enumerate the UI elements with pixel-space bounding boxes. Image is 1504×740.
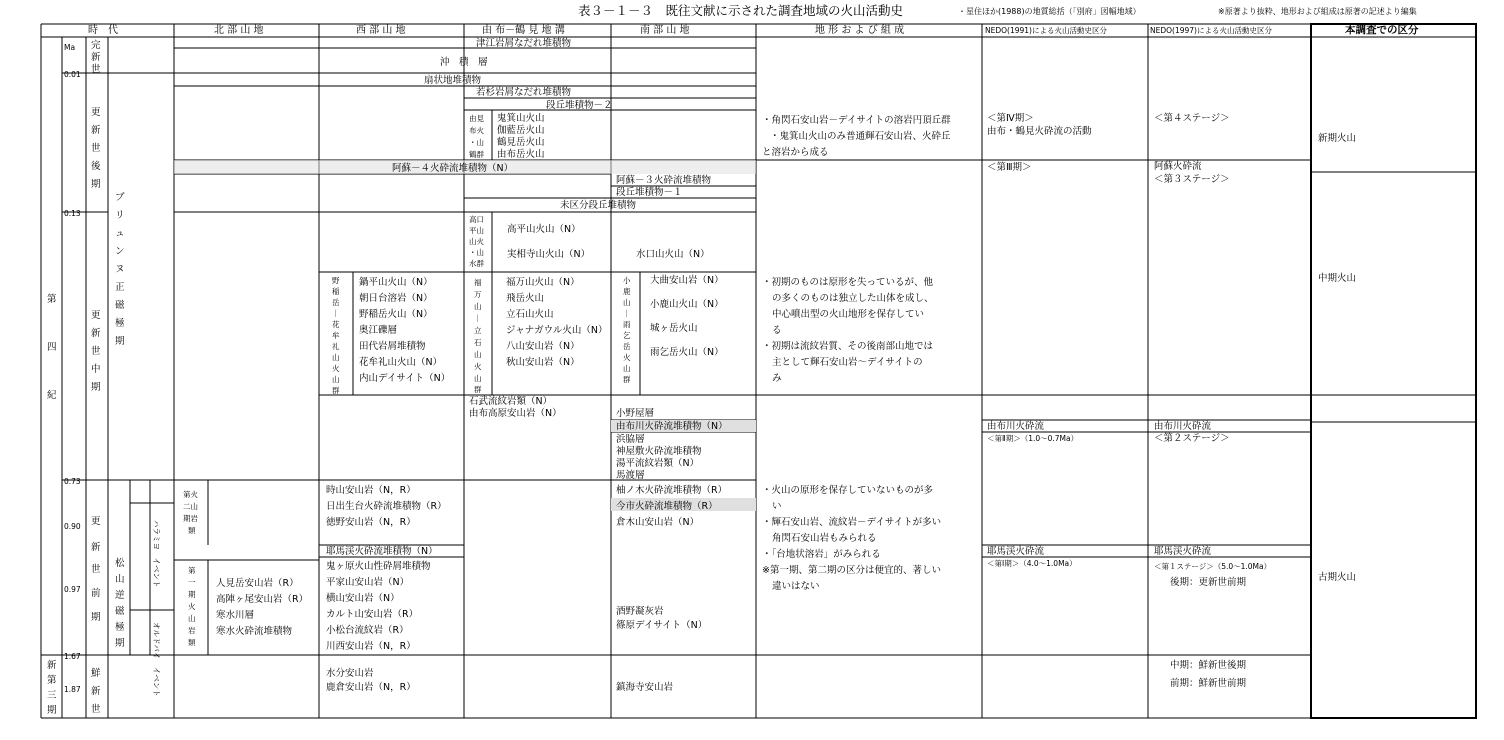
tick-1: 0.13 (64, 209, 81, 218)
jaramillo-event: ハラミヨ イベント (152, 520, 161, 588)
hdr-this-study: 本調査での区分 (1345, 24, 1419, 36)
seibu-group-label (332, 276, 340, 395)
svg-text:み: み (772, 373, 782, 384)
svg-text:川西安山岩（N，R）: 川西安山岩（N，R） (326, 641, 416, 652)
svg-text:山: 山 (332, 353, 340, 362)
yufu-group3-label (474, 278, 482, 394)
epoch-late-pleistocene (91, 107, 101, 190)
svg-text:第: 第 (47, 675, 57, 686)
svg-text:山: 山 (188, 614, 196, 623)
svg-text:立石山火山: 立石山火山 (506, 309, 554, 320)
svg-text:新: 新 (47, 660, 57, 671)
svg-text:主として輝石安山岩～デイサイトの: 主として輝石安山岩～デイサイトの (772, 357, 923, 368)
svg-text:内山デイサイト（N）: 内山デイサイト（N） (359, 373, 451, 384)
hdr-nanbu: 南 部 山 地 (640, 25, 690, 36)
svg-text:山: 山 (332, 375, 340, 384)
nedo1991-yufugawa: 由布川火砕流 (987, 421, 1045, 432)
svg-text:世: 世 (91, 704, 101, 715)
nanbu-group-label (623, 275, 631, 384)
svg-text:秋山安山岩（N）: 秋山安山岩（N） (506, 357, 580, 368)
svg-text:鶴見岳火山: 鶴見岳火山 (497, 137, 545, 148)
hdr-seibu: 西 部 山 地 (356, 25, 406, 36)
svg-text:今市火砕流堆積物（R）: 今市火砕流堆積物（R） (616, 501, 718, 512)
tick-6: 1.87 (64, 685, 81, 694)
hdr-era: 時 代 (88, 25, 118, 36)
svg-text:朝日台溶岩（N）: 朝日台溶岩（N） (359, 293, 433, 304)
svg-text:小松台流紋岩（R）: 小松台流紋岩（R） (326, 625, 409, 636)
svg-text:万: 万 (474, 290, 482, 299)
nanbu-lower2 (616, 484, 727, 528)
svg-text:乞: 乞 (623, 331, 631, 340)
hdr-nedo1997: NEDO(1997)による火山活動史区分 (1150, 26, 1272, 35)
nedo1997-stage1-late: 後期：更新世前期 (1170, 577, 1247, 588)
chikei-late (762, 114, 951, 158)
svg-text:極: 極 (115, 622, 125, 633)
svg-text:高口: 高口 (469, 215, 484, 224)
svg-text:世: 世 (91, 64, 101, 75)
svg-text:山: 山 (115, 574, 125, 585)
note-edit: ※原著より抜粋、地形および組成は原著の記述より編集 (1218, 7, 1417, 16)
nanbu-lower3 (616, 605, 707, 631)
svg-text:更: 更 (91, 516, 101, 527)
svg-text:前: 前 (91, 588, 101, 599)
svg-text:後: 後 (91, 161, 101, 172)
svg-text:野稲岳火山（N）: 野稲岳火山（N） (359, 309, 433, 320)
svg-text:磁: 磁 (115, 300, 125, 311)
nedo1991-phase4-desc: 由布・鶴見火砕流の活動 (987, 126, 1092, 137)
svg-text:群: 群 (623, 375, 631, 384)
nedo1991-phase3: ＜第Ⅲ期＞ (987, 162, 1032, 173)
epoch-neogene (47, 659, 57, 716)
svg-text:世: 世 (91, 564, 101, 575)
epoch-holocene (91, 39, 101, 75)
nedo1997-stage1-early: 前期：鮮新世前期 (1170, 678, 1247, 689)
tick-4: 0.97 (64, 585, 81, 594)
tick-0: 0.01 (64, 70, 81, 79)
svg-text:・「台地状溶岩」がみられる: ・「台地状溶岩」がみられる (762, 549, 881, 560)
ishitake-rhyolite: 石武流紋岩類（N） (469, 396, 553, 407)
svg-text:山: 山 (474, 302, 482, 311)
onoya-formation: 小野屋層 (616, 408, 655, 419)
svg-text:福: 福 (474, 278, 482, 287)
aso-4-flow: 阿蘇－４火砕流堆積物（N） (392, 163, 514, 174)
epoch-matuyama (115, 557, 125, 649)
svg-text:高平山火山（N）: 高平山火山（N） (507, 224, 581, 235)
svg-text:・初期は流紋岩質、その後南部山地では: ・初期は流紋岩質、その後南部山地では (762, 341, 934, 352)
fan-deposits: 扇状地堆積物 (424, 75, 482, 86)
svg-text:山: 山 (474, 350, 482, 359)
this-study-old: 古期火山 (1318, 572, 1357, 583)
grid-lines (41, 24, 1476, 718)
svg-text:・山: ・山 (469, 138, 484, 147)
svg-text:鹿倉安山岩（N，R）: 鹿倉安山岩（N，R） (326, 682, 416, 693)
svg-text:※第一期、第二期の区分は便宜的、著しい: ※第一期、第二期の区分は便宜的、著しい (762, 565, 941, 576)
svg-text:期: 期 (188, 590, 196, 599)
svg-text:三: 三 (47, 690, 57, 701)
svg-text:岳: 岳 (623, 342, 631, 351)
svg-text:柚ノ木火砕流堆積物（R）: 柚ノ木火砕流堆積物（R） (616, 485, 728, 496)
undivided-terrace: 未区分段丘堆積物 (560, 200, 637, 211)
nedo1991-phase1: ＜第Ⅰ期＞（4.0～1.0Ma） (987, 559, 1077, 568)
seibu-lower3 (326, 667, 416, 693)
svg-text:水分安山岩: 水分安山岩 (326, 668, 374, 679)
nedo1997-stage2: ＜第２ステージ＞ (1154, 433, 1230, 444)
svg-text:更: 更 (91, 310, 101, 321)
chinkaiji-andesite: 鎮海寺安山岩 (616, 682, 674, 693)
svg-text:・角閃石安山岩－デイサイトの溶岩円頂丘群: ・角閃石安山岩－デイサイトの溶岩円頂丘群 (762, 115, 951, 126)
svg-text:火: 火 (188, 602, 196, 611)
svg-text:類: 類 (188, 526, 196, 535)
svg-text:馬渡層: 馬渡層 (616, 470, 645, 481)
svg-text:岩: 岩 (188, 626, 196, 635)
svg-text:鍋平山火山（N）: 鍋平山火山（N） (359, 277, 433, 288)
svg-text:正: 正 (115, 282, 125, 293)
svg-text:山火: 山火 (469, 237, 484, 246)
hdr-yufu: 由 布－鶴 見 地 溝 (482, 25, 565, 36)
svg-text:伽藍岳火山: 伽藍岳火山 (497, 125, 545, 136)
svg-text:ュ: ュ (115, 228, 125, 239)
svg-text:ヌ: ヌ (115, 264, 125, 275)
svg-text:と溶岩から成る: と溶岩から成る (762, 147, 829, 158)
seibu-group-items (359, 276, 450, 384)
svg-text:紀: 紀 (47, 390, 57, 401)
svg-text:中心噴出型の火山地形を保存してい: 中心噴出型の火山地形を保存してい (772, 309, 925, 320)
svg-text:湯平流紋岩類（N）: 湯平流紋岩類（N） (616, 458, 700, 469)
yufukogen-andesite: 由布高原安山岩（N） (469, 408, 562, 419)
svg-text:新: 新 (91, 125, 101, 136)
hokubu-group1-label (183, 489, 198, 535)
svg-text:石: 石 (474, 338, 482, 347)
svg-text:極: 極 (115, 318, 125, 329)
yufu-group3-items (506, 276, 607, 368)
epoch-quaternary (47, 293, 57, 401)
this-study-new: 新期火山 (1318, 133, 1357, 144)
svg-text:牟: 牟 (332, 331, 340, 340)
nedo1997-yabakei: 耶馬渓火砕流 (1154, 546, 1212, 557)
svg-text:寒水火砕流堆積物: 寒水火砕流堆積物 (216, 626, 293, 637)
svg-text:鬼箕山火山: 鬼箕山火山 (497, 113, 545, 124)
svg-text:群: 群 (474, 385, 482, 394)
epoch-middle-pleistocene (91, 310, 101, 393)
svg-text:田代岩屑堆積物: 田代岩屑堆積物 (359, 341, 426, 352)
epoch-pliocene (91, 667, 101, 715)
svg-text:日出生台火砕流堆積物（R）: 日出生台火砕流堆積物（R） (326, 501, 447, 512)
svg-text:・山: ・山 (469, 248, 484, 257)
svg-text:鬼ヶ原火山性砕屑堆積物: 鬼ヶ原火山性砕屑堆積物 (326, 561, 431, 572)
svg-text:火: 火 (474, 362, 482, 371)
svg-text:篠原デイサイト（N）: 篠原デイサイト（N） (616, 620, 708, 631)
svg-text:神屋敷火砕流堆積物: 神屋敷火砕流堆積物 (616, 446, 702, 457)
svg-text:小: 小 (623, 276, 631, 285)
svg-text:ブ: ブ (115, 192, 125, 203)
svg-text:山: 山 (474, 374, 482, 383)
svg-text:ン: ン (115, 246, 125, 257)
svg-text:火: 火 (623, 353, 631, 362)
svg-text:高陣ヶ尾安山岩（R）: 高陣ヶ尾安山岩（R） (216, 594, 309, 605)
svg-text:第: 第 (188, 566, 196, 575)
nedo1991-phase4: ＜第Ⅳ期＞ (987, 113, 1034, 124)
svg-text:鮮: 鮮 (91, 668, 101, 679)
svg-text:野: 野 (332, 276, 340, 285)
svg-text:水群: 水群 (469, 259, 484, 268)
svg-text:違いはない: 違いはない (772, 581, 820, 592)
svg-text:山: 山 (623, 298, 631, 307)
svg-text:立: 立 (474, 326, 482, 335)
yufu-group1-items (497, 112, 545, 160)
seibu-lower2 (326, 560, 431, 652)
note-source: ・星住ほか(1988)の地質総括（「別府」図幅地域） (958, 7, 1141, 16)
tick-3: 0.90 (64, 522, 81, 531)
nedo1997-stage4: ＜第４ステージ＞ (1154, 113, 1230, 124)
wakasugi-debris: 若杉岩屑なだれ堆積物 (476, 87, 572, 98)
svg-text:新: 新 (91, 328, 101, 339)
olduvai-event: オルドバイ イベント (152, 622, 161, 697)
tick-5: 1.67 (64, 652, 81, 661)
hdr-hokubu: 北 部 山 地 (214, 25, 264, 36)
svg-text:小鹿山火山（N）: 小鹿山火山（N） (650, 299, 724, 310)
svg-text:｜: ｜ (332, 309, 340, 318)
nanbu-group-items (650, 274, 724, 358)
svg-text:新: 新 (91, 52, 101, 63)
nedo1997-yufugawa: 由布川火砕流 (1154, 421, 1212, 432)
svg-text:山: 山 (623, 364, 631, 373)
svg-text:浜脇層: 浜脇層 (616, 434, 645, 445)
hokubu-group2-items (216, 577, 308, 637)
svg-text:実相寺山火山（N）: 実相寺山火山（N） (507, 249, 591, 260)
svg-text:期: 期 (115, 638, 125, 649)
svg-text:徳野安山岩（N，R）: 徳野安山岩（N，R） (326, 517, 416, 528)
epoch-brunhes (115, 192, 125, 347)
svg-text:福万山火山（N）: 福万山火山（N） (506, 277, 580, 288)
nedo1997-stage1: ＜第１ステージ＞（5.0～1.0Ma） (1154, 562, 1272, 571)
svg-text:｜: ｜ (474, 314, 482, 323)
svg-text:・輝石安山岩、流紋岩－デイサイトが多い: ・輝石安山岩、流紋岩－デイサイトが多い (762, 517, 942, 528)
svg-text:四: 四 (47, 342, 57, 353)
svg-text:完: 完 (91, 40, 101, 51)
seibu-lower1 (326, 484, 447, 528)
terrace-1: 段丘堆積物－１ (616, 187, 683, 198)
tick-2: 0.73 (64, 477, 81, 486)
svg-text:｜: ｜ (623, 309, 631, 318)
svg-text:二山: 二山 (183, 502, 198, 511)
svg-text:更: 更 (91, 107, 101, 118)
svg-text:平家山安山岩（N）: 平家山安山岩（N） (326, 577, 410, 588)
svg-text:カルト山安山岩（R）: カルト山安山岩（R） (326, 609, 419, 620)
yufu-group2-items (507, 223, 710, 260)
this-study-middle: 中期火山 (1318, 273, 1357, 284)
svg-text:期: 期 (91, 382, 101, 393)
svg-text:鹿: 鹿 (623, 287, 631, 296)
svg-text:火: 火 (332, 364, 340, 373)
hokubu-group2-label (188, 565, 196, 647)
nedo1997-stage3: ＜第３ステージ＞ (1154, 174, 1230, 185)
svg-text:の多くのものは独立した山体を成し、: の多くのものは独立した山体を成し、 (772, 293, 934, 304)
svg-text:横山安山岩（N）: 横山安山岩（N） (326, 593, 400, 604)
svg-text:礼: 礼 (332, 342, 340, 351)
svg-text:雨: 雨 (623, 320, 631, 329)
svg-text:平山: 平山 (469, 226, 484, 235)
svg-text:酒野凝灰岩: 酒野凝灰岩 (616, 606, 664, 617)
svg-text:期: 期 (91, 179, 101, 190)
svg-text:鶴群: 鶴群 (469, 150, 484, 159)
svg-text:角閃石安山岩もみられる: 角閃石安山岩もみられる (772, 533, 877, 544)
svg-text:寒水川層: 寒水川層 (216, 610, 255, 621)
terrace-2: 段丘堆積物－２ (546, 100, 613, 111)
svg-text:逆: 逆 (115, 590, 125, 601)
yabakei-flow: 耶馬渓火砕流堆積物（N） (326, 546, 438, 557)
svg-text:時山安山岩（N，R）: 時山安山岩（N，R） (326, 485, 416, 496)
svg-text:・火山の原形を保存していないものが多: ・火山の原形を保存していないものが多 (762, 485, 934, 496)
aso-3-flow: 阿蘇－３火砕流堆積物 (616, 175, 712, 186)
hdr-nedo1991: NEDO(1991)による火山活動史区分 (985, 26, 1107, 35)
yufu-group2-label (469, 214, 484, 268)
svg-text:布火: 布火 (469, 126, 484, 135)
svg-text:新: 新 (91, 542, 101, 553)
svg-text:奥江礫層: 奥江礫層 (359, 325, 398, 336)
svg-text:リ: リ (115, 210, 125, 221)
tsue-debris: 津江岩屑なだれ堆積物 (476, 38, 572, 49)
svg-text:倉木山安山岩（N）: 倉木山安山岩（N） (616, 517, 700, 528)
svg-text:い: い (772, 501, 782, 512)
svg-text:第火: 第火 (183, 490, 198, 499)
hdr-chikei: 地 形 お よ び 組 成 (815, 25, 905, 36)
chikei-early (762, 484, 941, 592)
svg-text:世: 世 (91, 346, 101, 357)
table-title: 表３－１－３ 既往文献に示された調査地域の火山活動史 (578, 3, 904, 18)
svg-text:期: 期 (91, 612, 101, 623)
svg-text:ジャナガウル火山（N）: ジャナガウル火山（N） (506, 325, 608, 336)
svg-text:城ヶ岳火山: 城ヶ岳火山 (650, 323, 698, 334)
svg-text:類: 類 (188, 638, 196, 647)
yufu-group1-label (469, 113, 484, 159)
svg-text:大曲安山岩（N）: 大曲安山岩（N） (650, 275, 724, 286)
nedo1997-stage1-mid: 中期：鮮新世後期 (1170, 660, 1247, 671)
chikei-middle (762, 276, 934, 384)
svg-text:雨乞岳火山（N）: 雨乞岳火山（N） (650, 347, 724, 358)
svg-text:・鬼箕山火山のみ普通輝石安山岩、火砕丘: ・鬼箕山火山のみ普通輝石安山岩、火砕丘 (770, 131, 951, 142)
svg-text:期: 期 (115, 336, 125, 347)
svg-text:花: 花 (332, 320, 340, 329)
nedo1991-yabakei: 耶馬渓火砕流 (987, 546, 1045, 557)
svg-text:世: 世 (91, 143, 101, 154)
svg-text:・初期のものは原形を失っているが、他: ・初期のものは原形を失っているが、他 (762, 277, 934, 288)
svg-text:岳: 岳 (332, 298, 340, 307)
yufugawa-flow: 由布川火砕流堆積物（N） (616, 421, 728, 432)
svg-text:花牟礼山火山（N）: 花牟礼山火山（N） (359, 357, 443, 368)
svg-text:由布岳火山: 由布岳火山 (497, 149, 545, 160)
epoch-early-pleistocene (91, 516, 101, 623)
svg-text:磁: 磁 (115, 606, 125, 617)
axis-unit: Ma (64, 43, 76, 52)
svg-text:由見: 由見 (469, 114, 484, 123)
svg-text:松: 松 (115, 558, 125, 569)
svg-text:期岩: 期岩 (183, 514, 198, 523)
svg-text:第: 第 (47, 294, 57, 305)
svg-text:る: る (772, 325, 782, 336)
svg-text:中: 中 (91, 364, 101, 375)
alluvium: 沖 積 層 (440, 57, 488, 68)
svg-text:飛岳火山: 飛岳火山 (506, 293, 545, 304)
svg-text:一: 一 (188, 578, 196, 587)
svg-text:八山安山岩（N）: 八山安山岩（N） (506, 341, 580, 352)
svg-text:人見岳安山岩（R）: 人見岳安山岩（R） (216, 578, 299, 589)
nanbu-lower (616, 433, 702, 481)
svg-text:水口山火山（N）: 水口山火山（N） (636, 249, 710, 260)
this-study-frame (1311, 24, 1476, 718)
nedo1991-phase2: ＜第Ⅱ期＞（1.0～0.7Ma） (987, 434, 1079, 443)
svg-text:期: 期 (47, 705, 57, 716)
nedo1997-aso: 阿蘇火砕流 (1154, 161, 1202, 172)
svg-text:群: 群 (332, 386, 340, 395)
svg-text:新: 新 (91, 686, 101, 697)
svg-text:稲: 稲 (332, 287, 340, 296)
